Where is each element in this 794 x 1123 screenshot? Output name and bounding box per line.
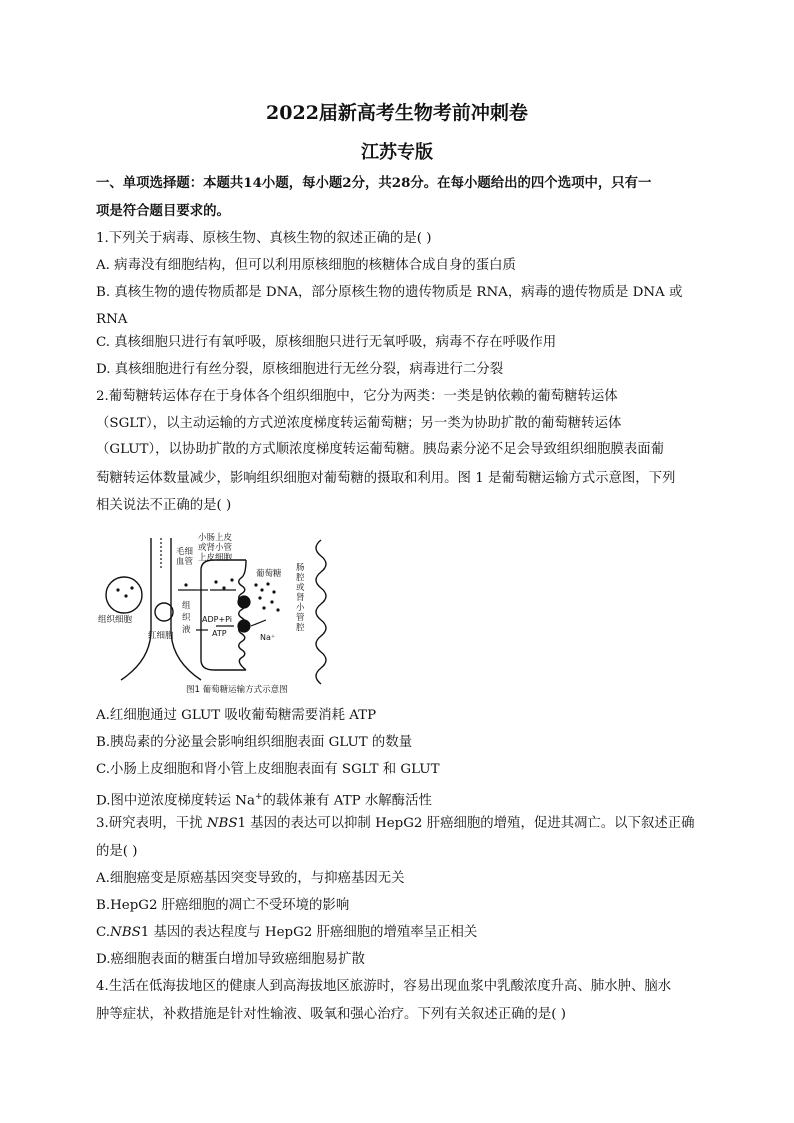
q3-stem-2: 的是( ) <box>96 844 138 859</box>
q3-option-d: D.癌细胞表面的糖蛋白增加导致癌细胞易扩散 <box>96 952 365 967</box>
label-lumen-5: 小 <box>296 603 305 613</box>
label-epithelium-3: 上皮细胞 <box>198 553 233 563</box>
q3-option-c-gene: NBS <box>110 925 141 940</box>
q1-option-d: D. 真核细胞进行有丝分裂，原核细胞进行无丝分裂，病毒进行二分裂 <box>96 362 504 377</box>
q3-gene-name: NBS <box>206 816 238 831</box>
label-lumen-6: 管 <box>296 613 305 623</box>
label-fluid-3: 液 <box>182 625 191 635</box>
exam-title: 2022届新高考生物考前冲刺卷 <box>266 102 528 124</box>
q3-option-a: A.细胞癌变是原癌基因突变导致的，与抑癌基因无关 <box>96 871 405 886</box>
q2-option-d-post: 的载体兼有 ATP 水解酶活性 <box>262 793 432 809</box>
label-lumen-4: 肾 <box>296 593 305 603</box>
label-red-blood-cell: 红细胞 <box>148 631 174 641</box>
apical-membrane <box>239 560 246 670</box>
q1-option-b-cont: RNA <box>96 312 128 327</box>
label-epithelium-2: 或肾小管 <box>198 543 233 553</box>
q1-option-b: B. 真核生物的遗传物质都是 DNA，部分原核生物的遗传物质是 RNA，病毒的遗传物质是 DNA 或 <box>96 285 683 300</box>
label-na: Na⁺ <box>260 633 276 642</box>
q3-option-c-post: 1 基因的表达程度与 HepG2 肝癌细胞的增殖率呈正相关 <box>140 925 478 940</box>
q2-option-a: A.红细胞通过 GLUT 吸收葡萄糖需要消耗 ATP <box>96 708 377 723</box>
q4-stem-2: 肿等症状，补救措施是针对性输液、吸氧和强心治疗。下列有关叙述正确的是( ) <box>96 1007 566 1022</box>
q3-option-c-pre: C. <box>96 925 111 940</box>
label-epithelium-1: 小肠上皮 <box>198 533 233 543</box>
exam-subtitle: 江苏专版 <box>361 142 433 163</box>
label-capillary-2: 血管 <box>176 557 194 567</box>
label-glucose: 葡萄糖 <box>256 569 282 579</box>
na-carrier <box>238 620 250 632</box>
q3-option-c <box>96 924 702 942</box>
q2-option-d <box>96 788 702 810</box>
q2-stem-5: 相关说法不正确的是( ) <box>96 498 232 513</box>
lumen-wall <box>316 540 326 684</box>
label-fluid-2: 织 <box>182 613 191 623</box>
glucose-dots <box>116 578 279 611</box>
q2-stem-1: 2.葡萄糖转运体存在于身体各个组织细胞中，它分为两类：一类是钠依赖的葡萄糖转运体 <box>96 389 618 404</box>
q3-stem-1 <box>96 815 702 833</box>
label-adp: ADP+Pi <box>202 615 233 624</box>
q2-option-c: C.小肠上皮细胞和肾小管上皮细胞表面有 SGLT 和 GLUT <box>96 762 440 777</box>
q2-option-d-sup: + <box>255 792 263 802</box>
q2-option-b: B.胰岛素的分泌量会影响组织细胞表面 GLUT 的数量 <box>96 735 413 750</box>
label-atp: ATP <box>212 629 227 638</box>
tissue-cell <box>106 577 142 613</box>
label-tissue-cell: 组织细胞 <box>98 615 133 625</box>
label-lumen-1: 肠 <box>296 563 305 573</box>
glucose-transport-figure <box>96 530 336 700</box>
q3-stem-post: 1 基因的表达可以抑制 HepG2 肝癌细胞的增殖，促进其凋亡。以下叙述正确 <box>237 816 695 831</box>
q2-stem-4: 萄糖转运体数量减少，影响组织细胞对葡萄糖的摄取和利用。图 1 是葡萄糖运输方式示意图，下列 <box>96 471 676 486</box>
q2-option-d-pre: D.图中逆浓度梯度转运 Na <box>96 793 255 809</box>
q3-stem-pre: 3.研究表明，干扰 <box>96 816 207 831</box>
q2-stem-3: （GLUT），以协助扩散的方式顺浓度梯度转运葡萄糖。胰岛素分泌不足会导致组织细胞膜表面葡 <box>96 442 664 457</box>
section-heading-line2: 项是符合题目要求的。 <box>96 203 230 219</box>
glucose-transport-diagram <box>96 530 336 700</box>
label-lumen-3: 或 <box>296 583 305 593</box>
q3-option-b: B.HepG2 肝癌细胞的凋亡不受环境的影响 <box>96 898 350 913</box>
arrow-na-in <box>251 620 266 626</box>
q2-stem-2: （SGLT），以主动运输的方式逆浓度梯度转运葡萄糖；另一类为协助扩散的葡萄糖转运体 <box>96 416 622 431</box>
q1-option-c: C. 真核细胞只进行有氧呼吸，原核细胞只进行无氧呼吸，病毒不存在呼吸作用 <box>96 335 557 350</box>
label-capillary-1: 毛细 <box>176 547 194 557</box>
figure-caption: 图1 葡萄糖运输方式示意图 <box>186 685 288 695</box>
label-lumen-2: 腔 <box>296 573 305 583</box>
label-lumen-7: 腔 <box>296 623 305 633</box>
q1-stem: 1.下列关于病毒、原核生物、真核生物的叙述正确的是( ) <box>96 231 432 246</box>
sglt-carrier <box>238 596 250 608</box>
q1-option-a: A. 病毒没有细胞结构，但可以利用原核细胞的核糖体合成自身的蛋白质 <box>96 258 516 273</box>
section-heading-line1: 一、单项选择题：本题共14小题，每小题2分，共28分。在每小题给出的四个选项中，只有一 <box>96 175 652 191</box>
q4-stem-1: 4.生活在低海拔地区的健康人到高海拔地区旅游时，容易出现血浆中乳酸浓度升高、肺水肿、脑水 <box>96 979 672 994</box>
label-fluid-1: 组 <box>182 601 191 611</box>
